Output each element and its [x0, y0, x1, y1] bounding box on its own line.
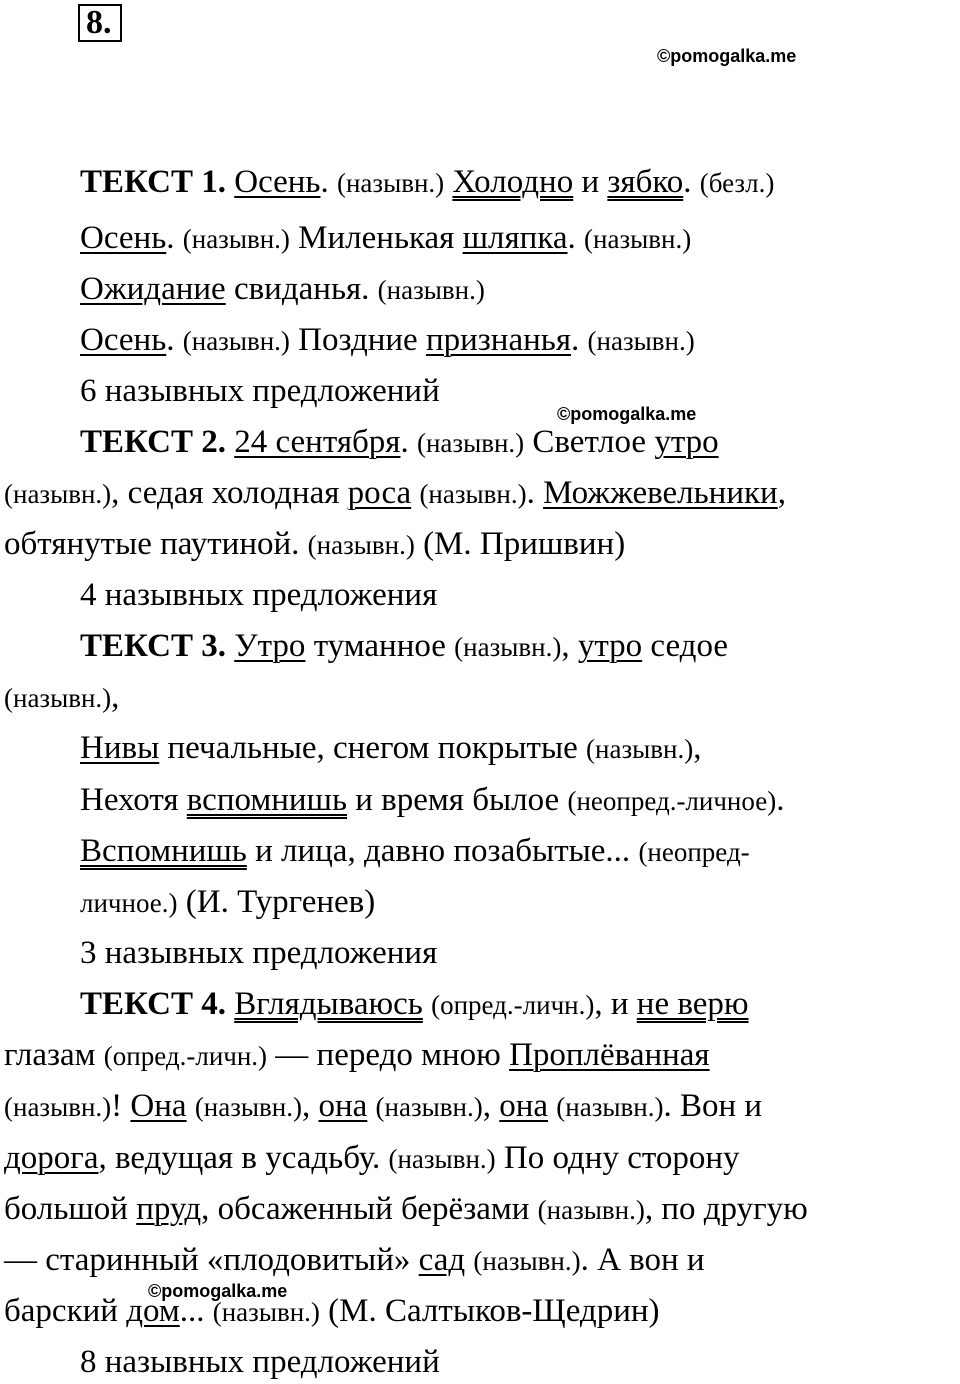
- text-fragment: — старинный «плодовитый»: [4, 1242, 419, 1278]
- text-fragment: , седая холодная: [111, 475, 348, 511]
- text-fragment: седое: [642, 628, 729, 664]
- sentence-type-note: (назывн.): [454, 632, 562, 662]
- text-fragment: обтянутые паутиной.: [4, 526, 308, 562]
- subject-word: утро: [577, 628, 643, 664]
- text-fragment: , по другую: [644, 1191, 808, 1227]
- text-line: [80, 1342, 440, 1382]
- text-fragment: .: [776, 782, 785, 818]
- sentence-type-note: (назывн.): [336, 168, 445, 198]
- sentence-type-note: (неопред.-личное): [567, 786, 777, 816]
- text-fragment: Нехотя: [80, 782, 187, 818]
- text-fragment: [423, 986, 431, 1022]
- text-fragment: (И. Тургенев): [177, 884, 376, 920]
- subject-word: Можжевельники: [543, 475, 778, 511]
- text-line: [4, 1086, 762, 1127]
- subject-word: 24 сентября: [234, 424, 401, 460]
- sentence-type-note: личное.): [80, 888, 178, 918]
- text-fragment: [367, 1088, 375, 1124]
- sentence-type-note: (назывн.): [556, 1092, 664, 1122]
- text-fragment: ,: [482, 1088, 500, 1124]
- sentence-type-note: (назывн.): [537, 1195, 645, 1225]
- text-line: [4, 524, 625, 565]
- subject-word: роса: [347, 475, 412, 511]
- subject-word: Утро: [234, 628, 306, 664]
- subject-word: она: [318, 1088, 368, 1124]
- watermark: ©pomogalka.me: [657, 46, 797, 66]
- subject-word: пруд: [136, 1191, 202, 1227]
- sentence-type-note: (назывн.): [4, 1092, 112, 1122]
- sentence-type-note: (неопред-: [638, 837, 750, 867]
- text-line: [80, 933, 437, 973]
- subject-word: Она: [130, 1088, 187, 1124]
- text-line: [80, 780, 784, 821]
- text-fragment: Поздние: [289, 322, 426, 358]
- sentence-type-note: (назывн.): [194, 1092, 302, 1122]
- text-fragment: ...: [179, 1293, 213, 1329]
- text-fragment: .: [567, 220, 585, 256]
- text-heading: ТЕКСТ 2.: [80, 424, 226, 460]
- sentence-type-note: (назывн.): [587, 326, 695, 356]
- text-fragment: По одну сторону: [495, 1140, 740, 1176]
- subject-word: дорога: [4, 1140, 99, 1176]
- text-fragment: 6 назывных предложений: [80, 373, 440, 409]
- text-line: [4, 1035, 710, 1076]
- text-line: [80, 882, 375, 923]
- text-line: [4, 1189, 808, 1230]
- text-line: [4, 1240, 705, 1281]
- text-line: [80, 728, 701, 769]
- text-line: [80, 269, 485, 310]
- text-fragment: — передо мною: [267, 1037, 510, 1073]
- text-fragment: 8 назывных предложений: [80, 1344, 440, 1380]
- text-line: [80, 626, 728, 667]
- text-line: [80, 831, 750, 872]
- text-fragment: [226, 986, 234, 1022]
- subject-word: она: [499, 1088, 549, 1124]
- text-fragment: и время былое: [347, 782, 568, 818]
- text-fragment: печальные, снегом покрытые: [159, 730, 587, 766]
- predicate-word: Холодно: [452, 164, 574, 200]
- text-fragment: .: [571, 322, 588, 358]
- text-fragment: свиданья.: [225, 271, 378, 307]
- text-line: [80, 371, 440, 411]
- sentence-type-note: (назывн.): [473, 1246, 581, 1276]
- text-line: [80, 984, 749, 1025]
- text-fragment: барский: [4, 1293, 127, 1329]
- text-fragment: !: [111, 1088, 131, 1124]
- text-fragment: , обсаженный берёзами: [201, 1191, 538, 1227]
- text-line: [4, 1291, 660, 1332]
- text-fragment: ,: [777, 475, 786, 511]
- text-line: [4, 677, 119, 718]
- text-fragment: .: [526, 475, 544, 511]
- text-heading: ТЕКСТ 3.: [80, 628, 226, 664]
- predicate-word: Вглядываюсь: [234, 986, 423, 1022]
- text-fragment: 3 назывных предложения: [80, 935, 438, 971]
- text-fragment: глазам: [4, 1037, 104, 1073]
- subject-word: Ожидание: [80, 271, 226, 307]
- text-fragment: (М. Салтыков-Щедрин): [319, 1293, 660, 1329]
- text-fragment: ,: [301, 1088, 319, 1124]
- predicate-word: зябко: [607, 164, 684, 200]
- sentence-type-note: (назывн.): [377, 275, 485, 305]
- sentence-type-note: (назывн.): [212, 1297, 320, 1327]
- sentence-type-note: (назывн.): [416, 428, 525, 458]
- text-line: [80, 162, 774, 203]
- subject-word: Осень: [234, 164, 321, 200]
- text-line: [80, 320, 695, 361]
- text-heading: ТЕКСТ 4.: [80, 986, 226, 1022]
- text-fragment: [226, 628, 234, 664]
- text-line: [4, 1138, 740, 1179]
- text-line: [80, 218, 691, 259]
- text-fragment: и: [573, 164, 608, 200]
- text-fragment: .: [166, 220, 183, 256]
- text-fragment: [226, 424, 234, 460]
- subject-word: Осень: [80, 322, 167, 358]
- subject-word: Нивы: [80, 730, 160, 766]
- text-fragment: большой: [4, 1191, 137, 1227]
- sentence-type-note: (назывн.): [4, 479, 112, 509]
- sentence-type-note: (назывн.): [182, 224, 290, 254]
- text-fragment: . Вон и: [663, 1088, 763, 1124]
- text-fragment: (М. Пришвин): [414, 526, 626, 562]
- text-fragment: [226, 164, 234, 200]
- predicate-word: не верю: [636, 986, 749, 1022]
- subject-word: сад: [418, 1242, 466, 1278]
- task-number: 8.: [78, 4, 122, 42]
- sentence-type-note: (безл.): [699, 168, 775, 198]
- subject-word: шляпка: [462, 220, 568, 256]
- sentence-type-note: (опред.-личн.): [103, 1041, 268, 1071]
- sentence-type-note: (опред.-личн.): [431, 990, 595, 1020]
- subject-word: Проплёванная: [509, 1037, 710, 1073]
- text-fragment: , ведущая в усадьбу.: [98, 1140, 389, 1176]
- subject-word: Осень: [80, 220, 167, 256]
- text-line: [4, 473, 786, 514]
- sentence-type-note: (назывн.): [419, 479, 527, 509]
- text-fragment: .: [166, 322, 183, 358]
- text-fragment: ,: [561, 628, 578, 664]
- sentence-type-note: (назывн.): [586, 734, 694, 764]
- watermark: ©pomogalka.me: [557, 404, 697, 424]
- subject-word: признанья: [425, 322, 572, 358]
- text-line: [80, 575, 437, 615]
- text-fragment: ,: [111, 679, 120, 715]
- sentence-type-note: (назывн.): [375, 1092, 483, 1122]
- subject-word: утро: [654, 424, 719, 460]
- text-line: [80, 422, 719, 463]
- predicate-word: вспомнишь: [186, 782, 348, 818]
- text-fragment: .: [400, 424, 417, 460]
- watermark: ©pomogalka.me: [148, 1281, 288, 1301]
- text-fragment: туманное: [305, 628, 455, 664]
- sentence-type-note: (назывн.): [4, 683, 112, 713]
- text-fragment: 4 назывных предложения: [80, 577, 438, 613]
- text-fragment: ,: [693, 730, 702, 766]
- sentence-type-note: (назывн.): [182, 326, 290, 356]
- text-heading: ТЕКСТ 1.: [80, 164, 226, 200]
- predicate-word: Вспомнишь: [80, 833, 247, 869]
- sentence-type-note: (назывн.): [307, 530, 415, 560]
- subject-word: дом: [126, 1293, 180, 1329]
- sentence-type-note: (назывн.): [388, 1144, 496, 1174]
- text-fragment: , и: [594, 986, 637, 1022]
- text-fragment: Миленькая: [289, 220, 463, 256]
- text-fragment: . А вон и: [580, 1242, 705, 1278]
- text-fragment: .: [320, 164, 337, 200]
- text-fragment: .: [683, 164, 700, 200]
- text-fragment: и лица, давно позабытые...: [246, 833, 639, 869]
- text-fragment: Светлое: [524, 424, 655, 460]
- text-fragment: [187, 1088, 195, 1124]
- sentence-type-note: (назывн.): [584, 224, 692, 254]
